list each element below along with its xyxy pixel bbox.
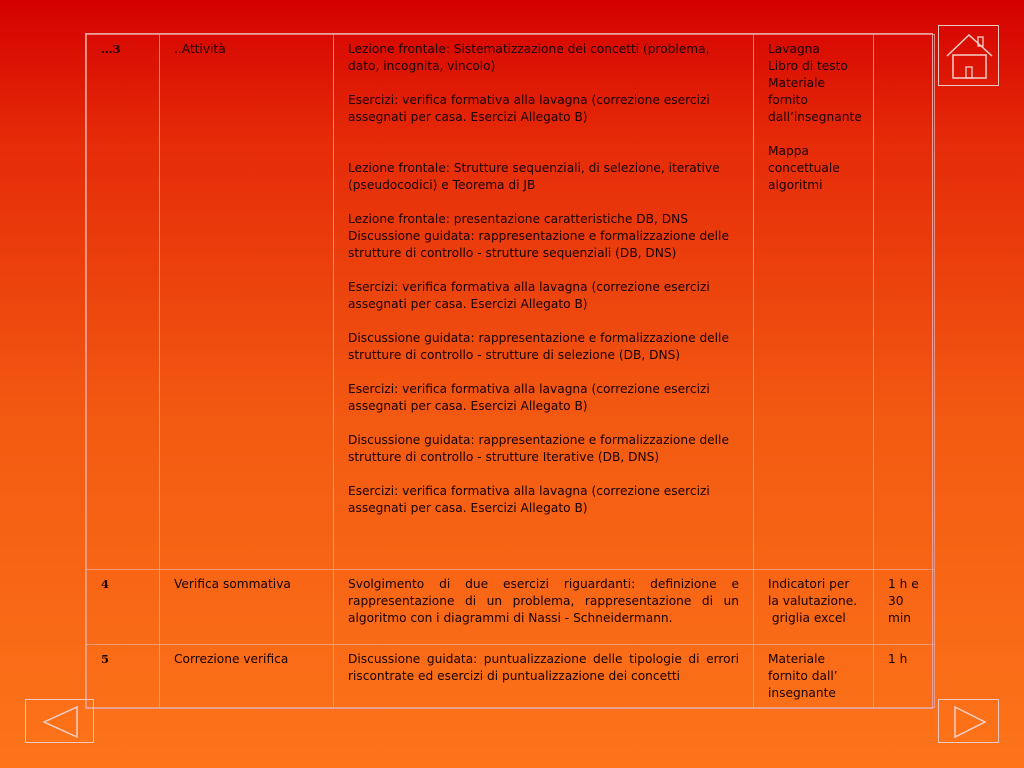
content-paragraph: Esercizi: verifica formativa alla lavagna (correzione esercizi assegnati per casa. Esercizi Allegato B) <box>348 280 710 311</box>
activity-cell: Verifica sommativa <box>160 570 334 645</box>
row-number: 4 <box>87 570 160 645</box>
home-icon <box>939 26 1000 87</box>
time-cell: 1 h e 30 min <box>874 570 935 645</box>
tool-item: Libro di testo <box>768 59 848 73</box>
content-paragraph: Discussione guidata: rappresentazione e formalizzazione delle strutture di controllo - strutture di selezione (DB, DNS) <box>348 331 729 362</box>
previous-button[interactable] <box>25 699 94 743</box>
content-paragraph: Esercizi: verifica formativa alla lavagna (correzione esercizi assegnati per casa. Esercizi Allegato B) <box>348 382 710 413</box>
content-paragraph: Lezione frontale: Strutture sequenziali, di selezione, iterative (pseudocodici) e Teorema di JB <box>348 161 720 192</box>
tool-item: Indicatori per la valutazione. <box>768 577 858 608</box>
tool-item: Mappa concettuale algoritmi <box>768 144 840 192</box>
lesson-plan-table <box>85 33 933 709</box>
row-number: 5 <box>87 645 160 708</box>
tool-item: Materiale fornito dall’ insegnante <box>768 652 838 700</box>
content-paragraph: Svolgimento di due esercizi riguardanti: definizione e rappresentazione di un problema, rappresentazione di un algoritmo con i diagrammi di Nassi - Schneidermann. <box>348 577 739 625</box>
home-button[interactable] <box>938 25 999 86</box>
tool-item: Materiale fornito dall’insegnante <box>768 76 862 124</box>
tools-cell <box>754 570 874 645</box>
table-row <box>87 645 935 708</box>
activity-cell: ..Attività <box>160 35 334 570</box>
content-cell <box>334 645 754 708</box>
row-number: …3 <box>87 35 160 570</box>
content-paragraph: Lezione frontale: Sistematizzazione dei concetti (problema, dato, incognita, vincolo) <box>348 42 710 73</box>
activity-cell: Correzione verifica <box>160 645 334 708</box>
time-cell: 1 h <box>874 645 935 708</box>
next-button[interactable] <box>938 699 999 743</box>
tools-cell <box>754 35 874 570</box>
tool-item: Lavagna <box>768 42 820 56</box>
content-paragraph: Discussione guidata: rappresentazione e formalizzazione delle strutture di controllo - strutture Iterative (DB, DNS) <box>348 433 729 464</box>
content-cell <box>334 570 754 645</box>
table-row <box>87 570 935 645</box>
content-paragraph: Discussione guidata: rappresentazione e formalizzazione delle strutture di controllo - strutture sequenziali (DB, DNS) <box>348 229 729 260</box>
triangle-right-icon <box>939 700 1000 744</box>
tools-cell <box>754 645 874 708</box>
triangle-left-icon <box>26 700 95 744</box>
time-cell <box>874 35 935 570</box>
content-paragraph: Discussione guidata: puntualizzazione delle tipologie di errori riscontrate ed esercizi di puntualizzazione dei concetti <box>348 652 739 683</box>
content-paragraph: Esercizi: verifica formativa alla lavagna (correzione esercizi assegnati per casa. Esercizi Allegato B) <box>348 93 710 124</box>
content-paragraph: Lezione frontale: presentazione caratteristiche DB, DNS <box>348 212 689 226</box>
content-paragraph: Esercizi: verifica formativa alla lavagna (correzione esercizi assegnati per casa. Esercizi Allegato B) <box>348 484 710 515</box>
table-row <box>87 35 935 570</box>
content-cell <box>334 35 754 570</box>
tool-item: griglia excel <box>768 611 846 625</box>
